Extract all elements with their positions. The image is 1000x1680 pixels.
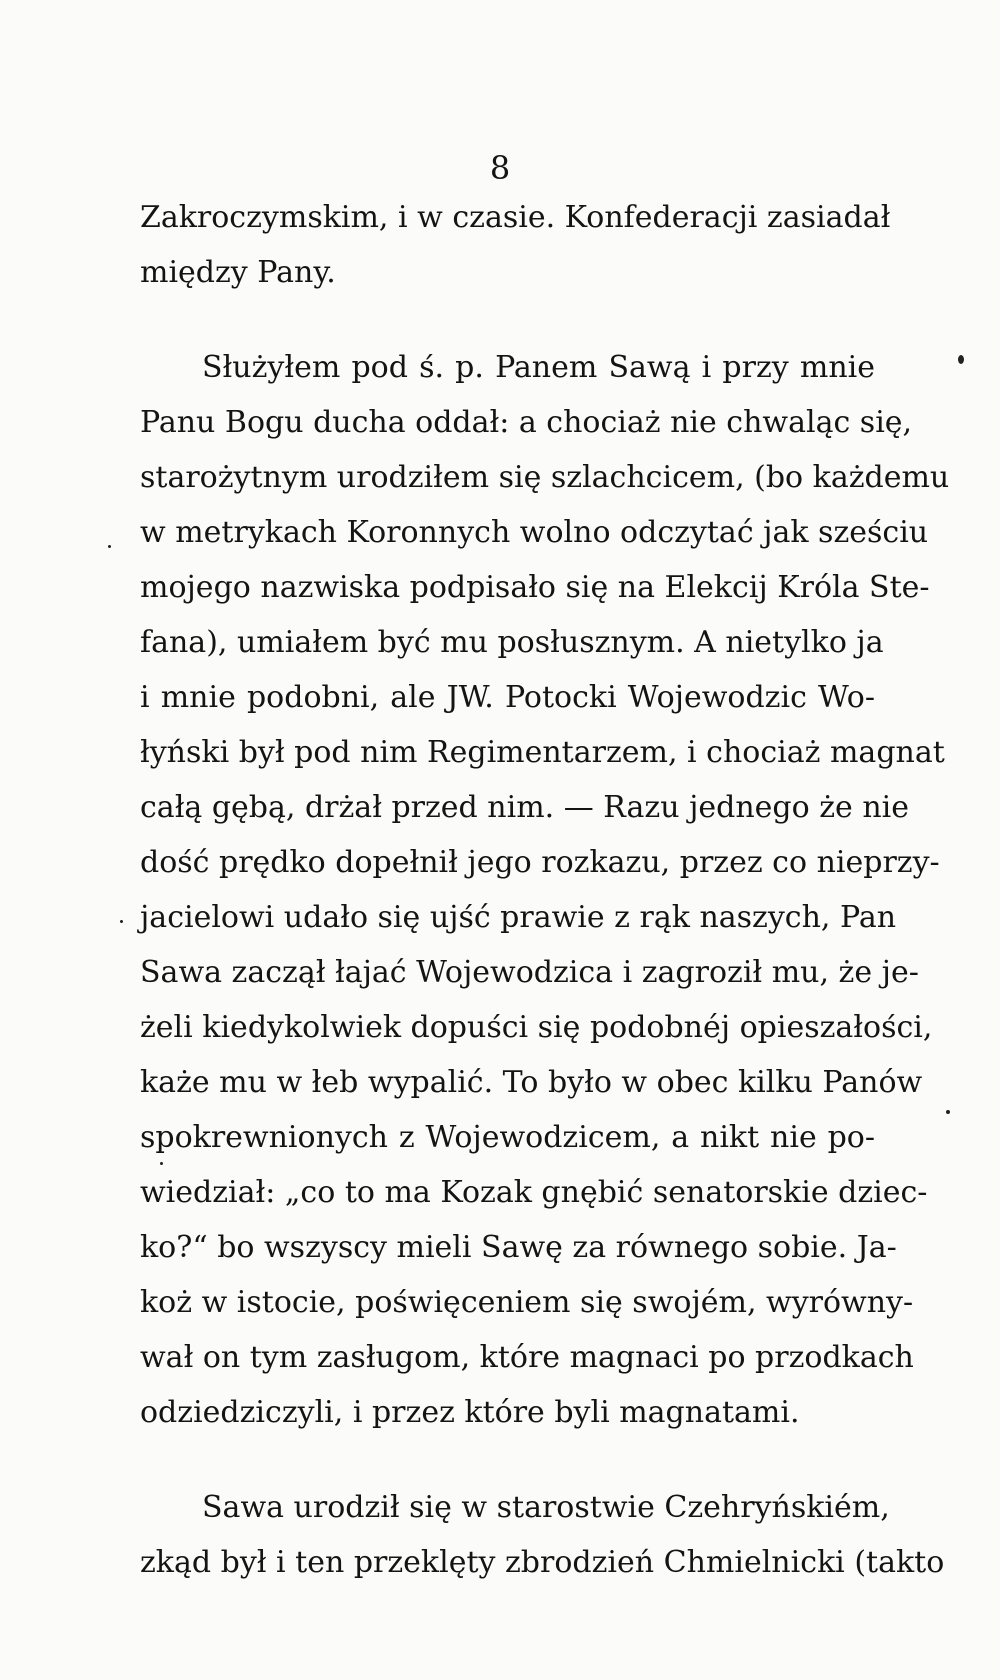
scan-speck bbox=[160, 1162, 163, 1165]
text-line: Zakroczymskim, i w czasie. Konfederacji zasiadał bbox=[140, 200, 891, 235]
text-line: Sawa zaczął łajać Wojewodzica i zagroził mu, że je- bbox=[140, 955, 919, 990]
text-line: żeli kiedykolwiek dopuści się podobnéj opieszałości, bbox=[140, 1010, 933, 1045]
text-line: Służyłem pod ś. p. Panem Sawą i przy mnie bbox=[202, 350, 875, 385]
paragraph-1 bbox=[140, 190, 891, 300]
paragraph-3 bbox=[140, 1480, 945, 1590]
text-line: jacielowi udało się ujść prawie z rąk naszych, Pan bbox=[140, 900, 897, 935]
text-line: i mnie podobni, ale JW. Potocki Wojewodzic Wo- bbox=[140, 680, 875, 715]
text-line: między Pany. bbox=[140, 255, 336, 290]
text-line: Sawa urodził się w starostwie Czehryńskiém, bbox=[202, 1490, 890, 1525]
text-line: łyński był pod nim Regimentarzem, i chociaż magnat bbox=[140, 735, 945, 770]
text-line: wał on tym zasługom, które magnaci po przodkach bbox=[140, 1340, 914, 1375]
paragraph-gap bbox=[140, 1440, 875, 1480]
page-number: 8 bbox=[489, 149, 511, 187]
text-line: starożytnym urodziłem się szlachcicem, (bo każdemu bbox=[140, 460, 950, 495]
text-line: ko?“ bo wszyscy mieli Sawę za równego sobie. Ja- bbox=[140, 1230, 897, 1265]
scan-speck bbox=[958, 355, 964, 364]
text-line: koż w istocie, poświęceniem się swojém, wyrówny- bbox=[140, 1285, 914, 1320]
body-text bbox=[140, 190, 950, 1590]
paragraph-gap bbox=[140, 300, 875, 340]
paragraph-2 bbox=[140, 340, 950, 1440]
scan-speck bbox=[120, 920, 123, 923]
text-line: mojego nazwiska podpisało się na Elekcij Króla Ste- bbox=[140, 570, 930, 605]
text-line: odziedziczyli, i przez które byli magnatami. bbox=[140, 1395, 800, 1430]
text-line: całą gębą, drżał przed nim. — Razu jednego że nie bbox=[140, 790, 909, 825]
text-line: spokrewnionych z Wojewodzicem, a nikt nie po- bbox=[140, 1120, 875, 1155]
text-line: Panu Bogu ducha oddał: a chociaż nie chwaląc się, bbox=[140, 405, 913, 440]
text-line: w metrykach Koronnych wolno odczytać jak sześciu bbox=[140, 515, 929, 550]
scan-speck bbox=[946, 1110, 950, 1114]
text-line: wiedział: „co to ma Kozak gnębić senatorskie dziec- bbox=[140, 1175, 928, 1210]
text-line: dość prędko dopełnił jego rozkazu, przez co nieprzy- bbox=[140, 845, 940, 880]
scan-speck bbox=[108, 545, 111, 548]
text-line: każe mu w łeb wypalić. To było w obec kilku Panów bbox=[140, 1065, 923, 1100]
text-line: zkąd był i ten przeklęty zbrodzień Chmielnicki (takto bbox=[140, 1545, 945, 1580]
text-line: fana), umiałem być mu posłusznym. A nietylko ja bbox=[140, 625, 884, 660]
